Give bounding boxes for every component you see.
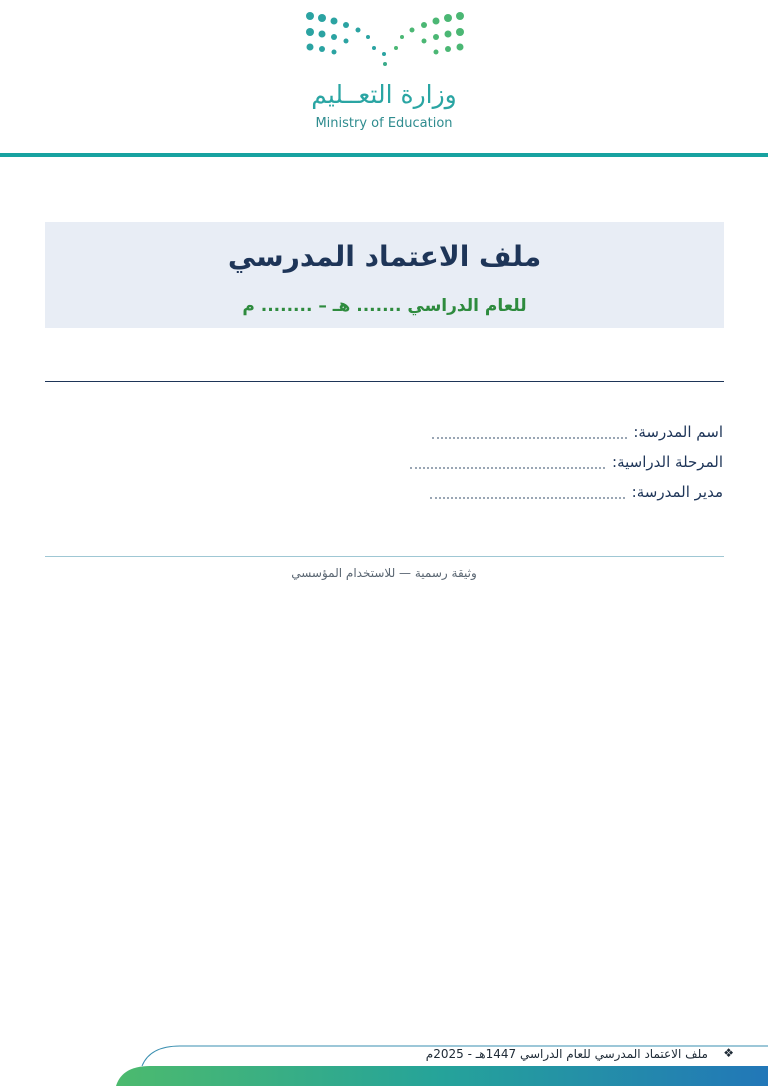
- logo-english-text: Ministry of Education: [315, 116, 453, 131]
- school-principal-field: [323, 480, 723, 510]
- school-stage-field: [323, 450, 723, 480]
- footer-bullet-icon: ❖: [723, 1046, 734, 1060]
- document-title: ملف الاعتماد المدرسي: [227, 240, 542, 273]
- school-stage-label: المرحلة الدراسية:: [612, 453, 723, 471]
- school-name-blank: [432, 427, 627, 439]
- school-name-field: [323, 420, 723, 450]
- school-name-label: اسم المدرسة:: [633, 423, 723, 441]
- academic-year-subtitle: للعام الدراسي ....... هـ – ........ م: [242, 296, 527, 316]
- footer-text: ملف الاعتماد المدرسي للعام الدراسي 1447هـ - 2025م: [425, 1047, 708, 1061]
- logo-arabic-text: وزارة التعــليم: [311, 80, 457, 109]
- header-divider: [0, 153, 768, 157]
- note-divider: [45, 556, 724, 557]
- section-divider: [45, 381, 724, 382]
- official-document-note: وثيقة رسمية — للاستخدام المؤسسي: [291, 566, 477, 580]
- school-principal-blank: [430, 487, 625, 499]
- logo-dots-icon: [300, 10, 470, 70]
- ministry-logo: [0, 0, 768, 150]
- school-stage-blank: [410, 457, 605, 469]
- page-footer: [0, 1040, 768, 1086]
- school-principal-label: مدير المدرسة:: [631, 483, 723, 501]
- school-info-fields: [323, 420, 723, 510]
- title-box: [45, 222, 724, 328]
